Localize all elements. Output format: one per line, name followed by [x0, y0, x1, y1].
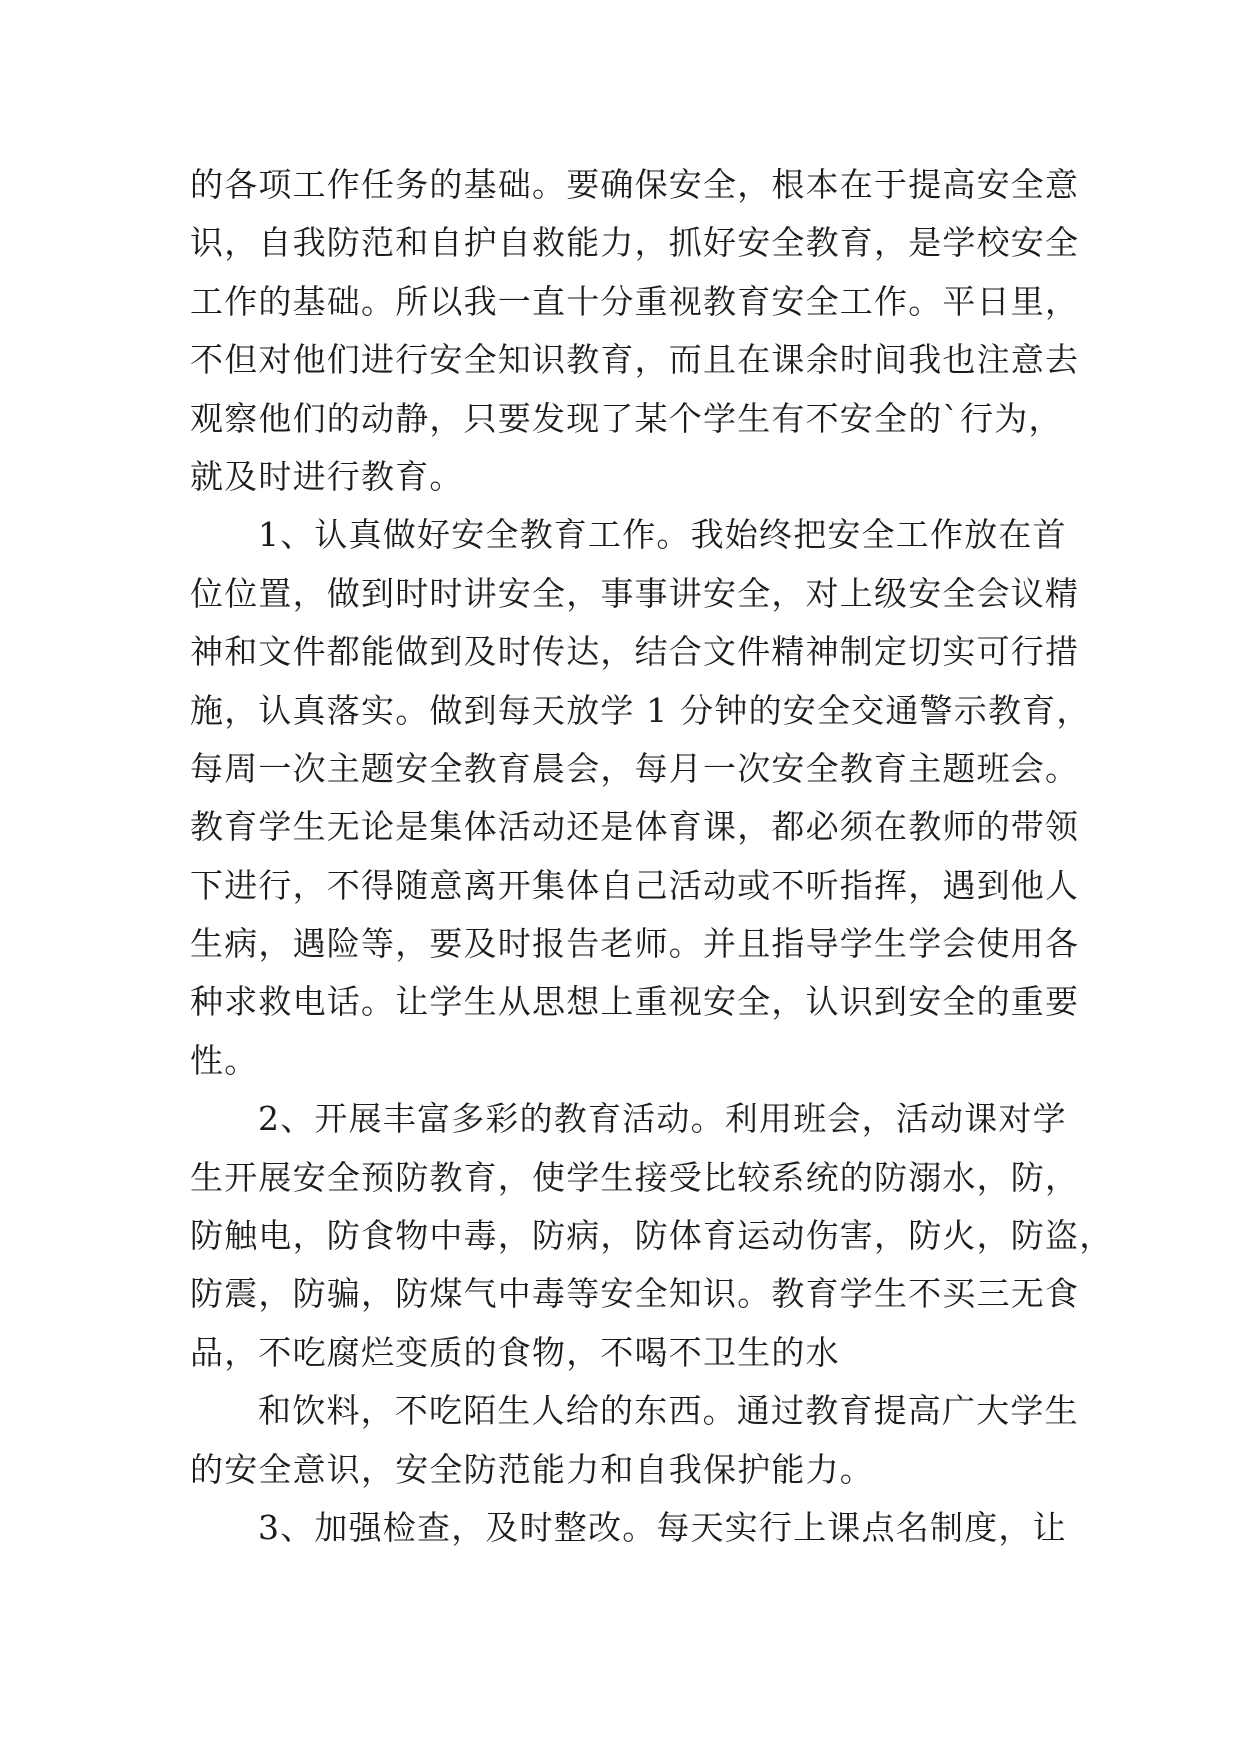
text-line: 工作的基础。所以我一直十分重视教育安全工作。平日里，: [190, 281, 1080, 321]
text-line: 的安全意识，安全防范能力和自我保护能力。: [190, 1449, 874, 1489]
text-line: 位位置，做到时时讲安全，事事讲安全，对上级安全会议精: [190, 573, 1080, 613]
text-line: 性。: [190, 1040, 259, 1080]
text-line: 防震，防骗，防煤气中毒等安全知识。教育学生不买三无食: [190, 1274, 1080, 1314]
text-line: 种求救电话。让学生从思想上重视安全，认识到安全的重要: [190, 982, 1080, 1022]
body-text: [190, 156, 1114, 1557]
text-line: 识，自我防范和自护自救能力，抓好安全教育，是学校安全: [190, 223, 1080, 263]
text-line: 施，认真落实。做到每天放学 1 分钟的安全交通警示教育，: [190, 690, 1091, 730]
text-line: 教育学生无论是集体活动还是体育课，都必须在教师的带领: [190, 807, 1080, 847]
text-line: 2、开展丰富多彩的教育活动。利用班会，活动课对学: [258, 1099, 1067, 1139]
text-line: 防触电，防食物中毒，防病，防体育运动伤害，防火，防盗，: [190, 1216, 1114, 1256]
text-line: 不但对他们进行安全知识教育，而且在课余时间我也注意去: [190, 340, 1080, 380]
text-line: 和饮料，不吃陌生人给的东西。通过教育提高广大学生: [258, 1391, 1079, 1431]
text-line: 下进行，不得随意离开集体自己活动或不听指挥，遇到他人: [190, 865, 1080, 905]
text-line: 3、加强检查，及时整改。每天实行上课点名制度，让: [258, 1507, 1067, 1547]
text-line: 观察他们的动静，只要发现了某个学生有不安全的`行为，: [190, 398, 1063, 438]
text-line: 生开展安全预防教育，使学生接受比较系统的防溺水，防，: [190, 1157, 1080, 1197]
text-line: 神和文件都能做到及时传达，结合文件精神制定切实可行措: [190, 632, 1080, 672]
text-line: 的各项工作任务的基础。要确保安全，根本在于提高安全意: [190, 165, 1080, 204]
text-line: 每周一次主题安全教育晨会，每月一次安全教育主题班会。: [190, 748, 1080, 788]
text-line: 1、认真做好安全教育工作。我始终把安全工作放在首: [258, 515, 1067, 555]
text-line: 生病，遇险等，要及时报告老师。并且指导学生学会使用各: [190, 924, 1080, 964]
text-line: 品，不吃腐烂变质的食物，不喝不卫生的水: [190, 1332, 840, 1372]
text-line: 就及时进行教育。: [190, 456, 464, 496]
